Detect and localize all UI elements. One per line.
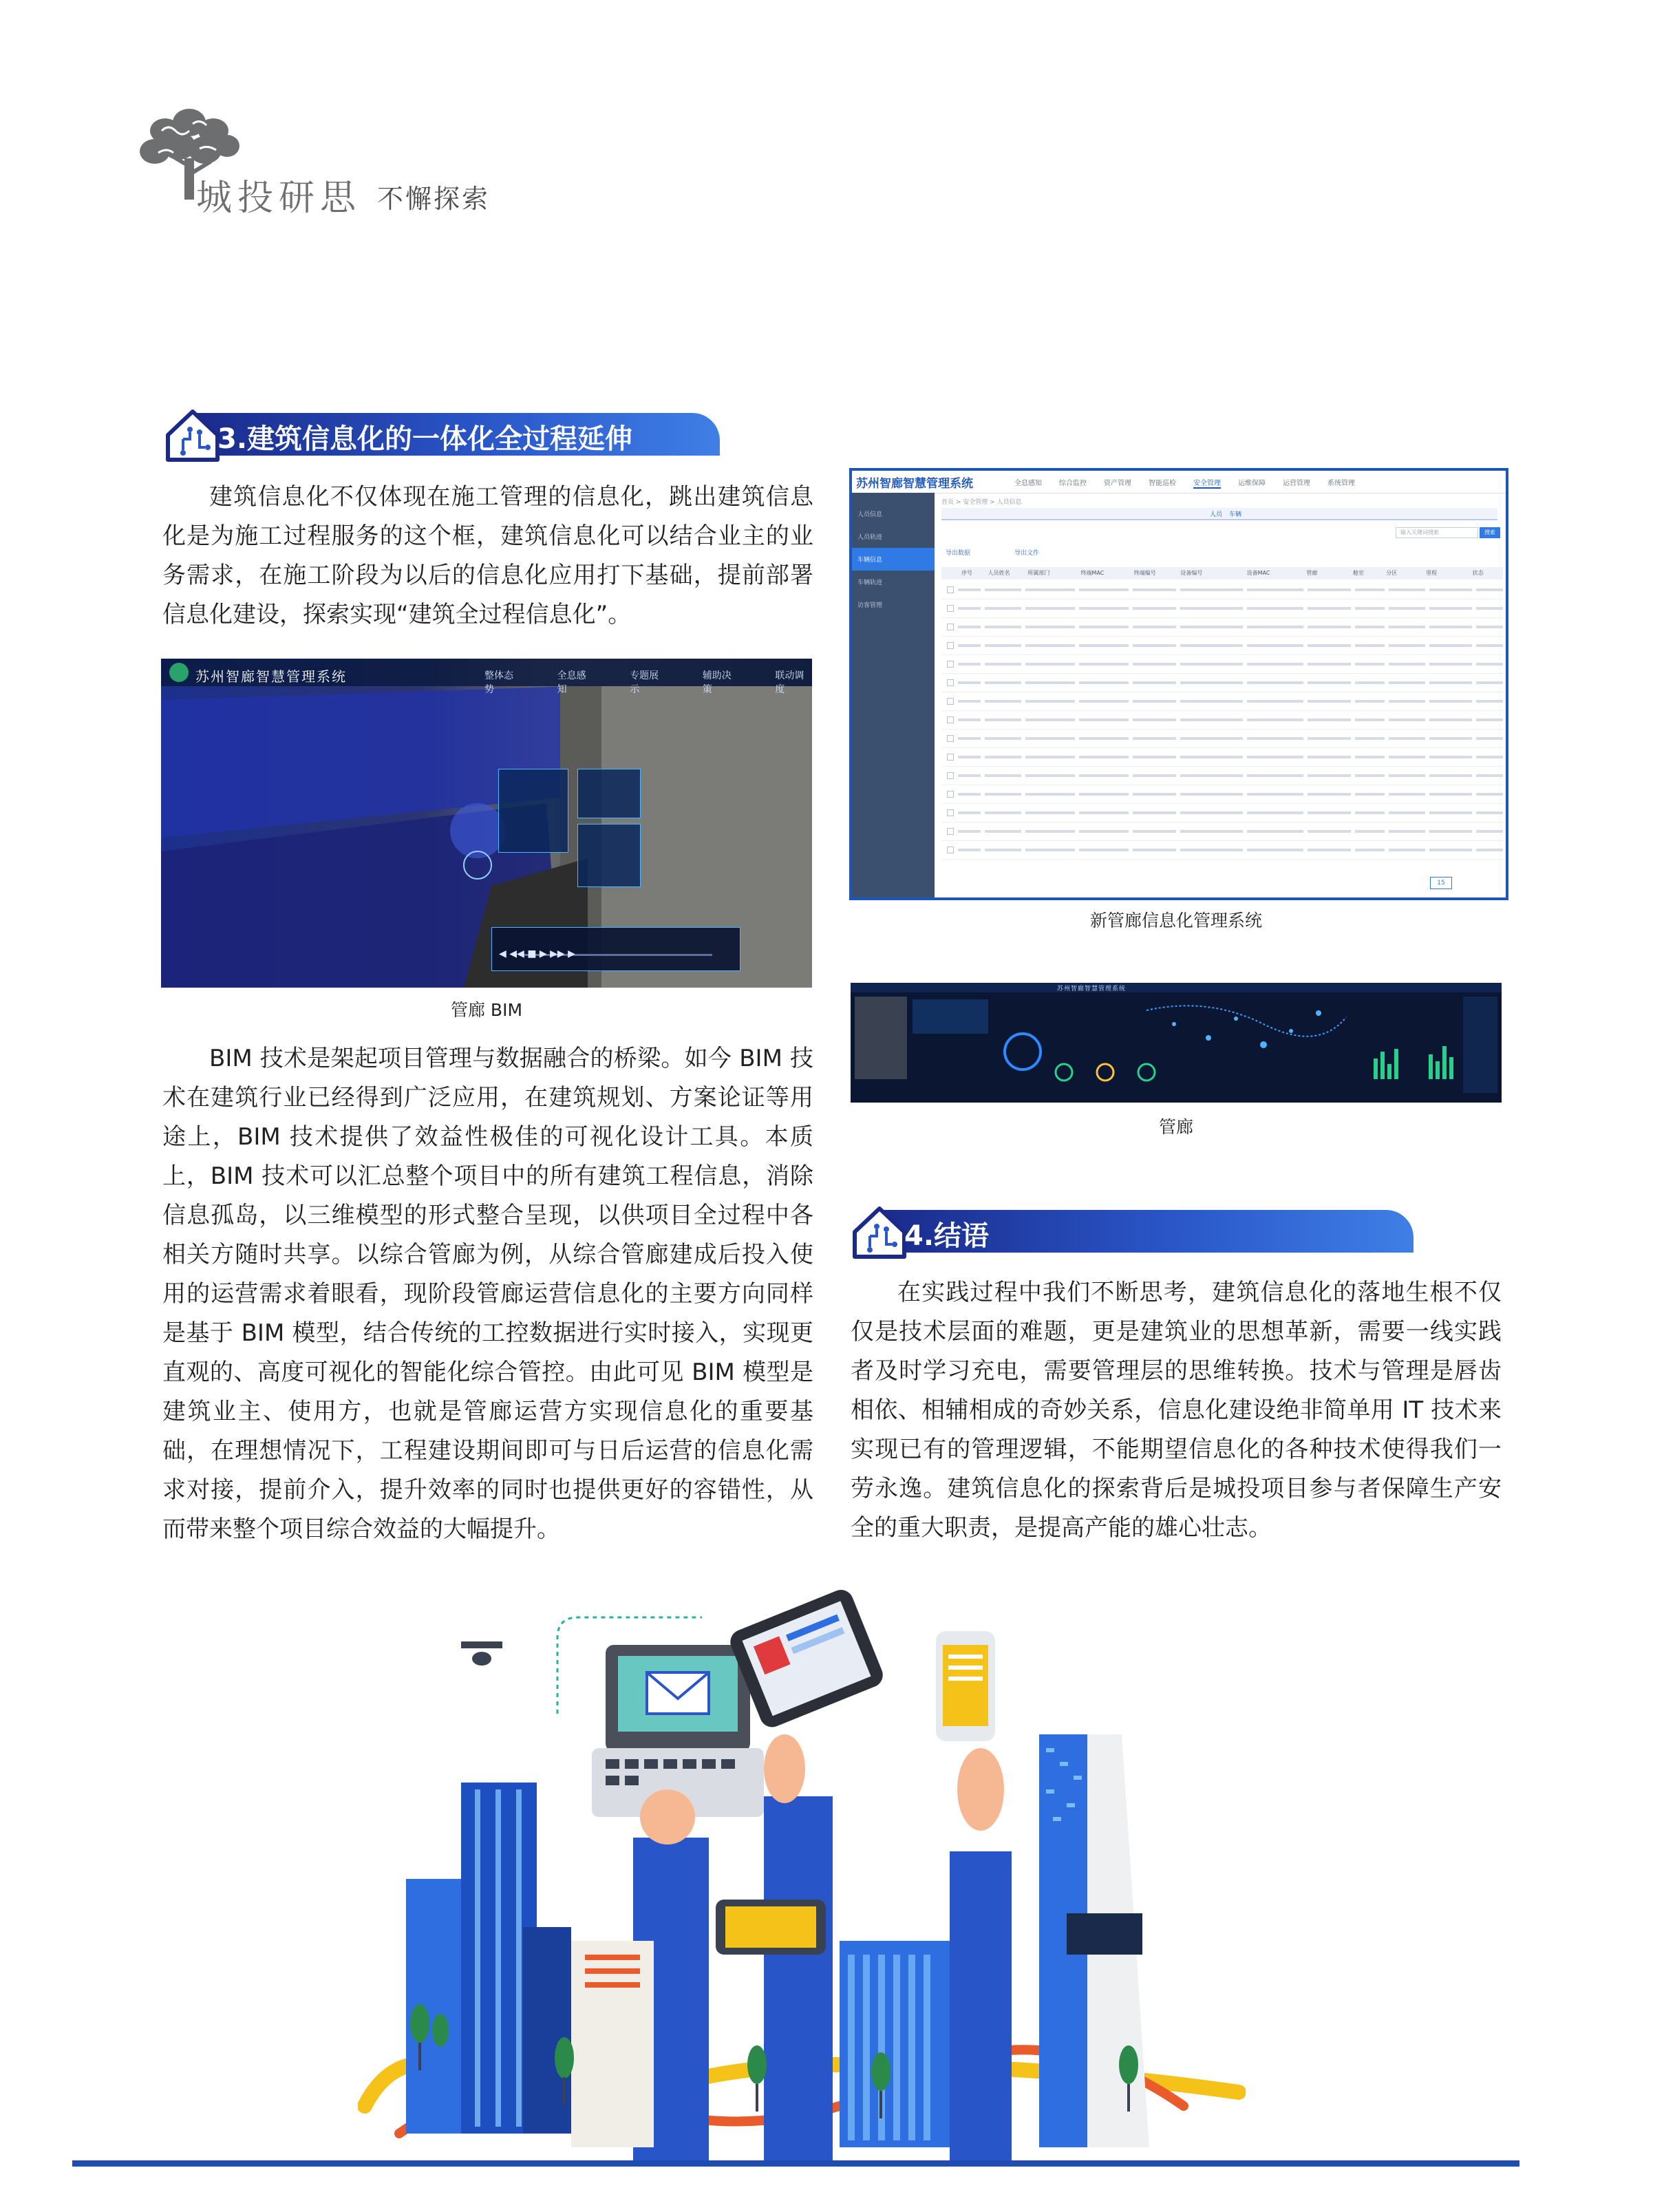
table-cell [1389, 849, 1425, 851]
table-cell [1476, 774, 1503, 777]
table-cell [1429, 849, 1472, 851]
table-cell [1389, 774, 1425, 777]
table-cell [1133, 700, 1175, 703]
mgmt-caption: 新管廊信息化管理系统 [1089, 911, 1262, 930]
table-cell [958, 737, 981, 740]
table-cell [1079, 849, 1129, 851]
bim-nav-item[interactable]: 全息感知 [557, 670, 586, 695]
table-column-header[interactable]: 所属部门 [1027, 570, 1050, 576]
table-cell [1133, 681, 1175, 684]
table-cell [1180, 849, 1244, 851]
table-row[interactable] [941, 637, 1503, 655]
tab-people[interactable]: 人员 [1210, 511, 1223, 518]
table-row[interactable] [941, 767, 1503, 785]
table-cell [1476, 719, 1503, 721]
table-cell [985, 607, 1021, 610]
table-cell [985, 849, 1021, 851]
table-column-header[interactable]: 设备编号 [1180, 570, 1203, 576]
table-cell [1133, 626, 1175, 628]
table-cell [985, 774, 1021, 777]
table-cell [1389, 700, 1425, 703]
table-cell [1025, 774, 1075, 777]
table-cell [1133, 737, 1175, 740]
table-cell [1476, 607, 1503, 610]
table-cell [1476, 849, 1503, 851]
table-cell [1079, 626, 1129, 628]
table-cell [1355, 681, 1385, 684]
mgmt-sidebar-item[interactable]: 人员信息 [857, 511, 883, 518]
table-cell [985, 588, 1021, 591]
table-cell [985, 830, 1021, 833]
table-cell [1247, 737, 1303, 740]
table-cell [1180, 700, 1244, 703]
table-cell [958, 644, 981, 647]
table-cell [1247, 811, 1303, 814]
row-checkbox[interactable] [947, 828, 954, 835]
table-cell [985, 811, 1021, 814]
table-cell [1429, 626, 1472, 628]
table-cell [1308, 626, 1350, 628]
table-cell [1025, 700, 1075, 703]
brand-slogan: 不懈探索 [377, 184, 491, 214]
mgmt-nav-item[interactable]: 安全管理 [1193, 477, 1221, 489]
mgmt-sidebar-item[interactable]: 人员轨迹 [857, 534, 883, 541]
table-cell [1429, 588, 1472, 591]
dashboard-caption: 管廊 [1158, 1117, 1193, 1137]
table-cell [1476, 663, 1503, 666]
table-cell [1308, 793, 1350, 796]
table-cell [1025, 737, 1075, 740]
row-checkbox[interactable] [947, 791, 954, 798]
table-cell [1180, 793, 1244, 796]
table-cell [1389, 737, 1425, 740]
table-cell [1079, 774, 1129, 777]
row-checkbox[interactable] [947, 716, 954, 723]
table-cell [1180, 756, 1244, 758]
table-cell [1429, 681, 1472, 684]
mgmt-topbar [852, 471, 1506, 493]
table-cell [1133, 663, 1175, 666]
table-cell [1355, 663, 1385, 666]
table-cell [985, 663, 1021, 666]
table-cell [1389, 756, 1425, 758]
table-cell [1355, 607, 1385, 610]
bim-nav-item[interactable]: 整体态势 [484, 670, 513, 695]
row-checkbox[interactable] [947, 642, 954, 649]
table-cell [1308, 719, 1350, 721]
table-cell [1476, 626, 1503, 628]
table-cell [1355, 830, 1385, 833]
table-column-header[interactable]: 状态 [1472, 570, 1484, 576]
table-cell [985, 626, 1021, 628]
table-row[interactable] [941, 711, 1503, 730]
table-column-header[interactable]: 序号 [961, 570, 972, 576]
table-cell [1476, 793, 1503, 796]
table-cell [1079, 607, 1129, 610]
bottom-divider [72, 2160, 1519, 2167]
data-table [941, 581, 1503, 860]
table-cell [1079, 700, 1129, 703]
playback-control-panel[interactable] [491, 927, 740, 971]
table-cell [1079, 719, 1129, 721]
table-cell [1180, 663, 1244, 666]
mgmt-tabbar [941, 508, 1497, 520]
table-cell [1180, 737, 1244, 740]
table-cell [1389, 588, 1425, 591]
tab-vehicles[interactable]: 车辆 [1229, 511, 1242, 518]
table-cell [1025, 830, 1075, 833]
table-cell [1079, 644, 1129, 647]
table-cell [1180, 774, 1244, 777]
table-cell [1180, 588, 1244, 591]
section4-heading-text: 4.结语 [904, 1220, 990, 1252]
dashboard-title: 苏州智廊智慧管理系统 [1057, 986, 1127, 992]
table-row[interactable] [941, 599, 1503, 618]
table-cell [985, 681, 1021, 684]
table-cell [1308, 811, 1350, 814]
row-checkbox[interactable] [947, 772, 954, 779]
table-row[interactable] [941, 804, 1503, 822]
row-checkbox[interactable] [947, 847, 954, 853]
table-cell [1389, 811, 1425, 814]
row-checkbox[interactable] [947, 605, 954, 612]
table-cell [1133, 756, 1175, 758]
table-cell [1247, 756, 1303, 758]
table-cell [958, 849, 981, 851]
table-cell [1247, 626, 1303, 628]
row-checkbox[interactable] [947, 754, 954, 761]
table-cell [958, 719, 981, 721]
table-cell [1247, 793, 1303, 796]
export-data-button[interactable]: 导出数据 [946, 550, 971, 557]
table-cell [1180, 719, 1244, 721]
table-cell [1133, 811, 1175, 814]
table-cell [1308, 663, 1350, 666]
table-cell [1429, 700, 1472, 703]
table-row[interactable] [941, 785, 1503, 804]
dashboard-screenshot [851, 983, 1502, 1103]
table-cell [1476, 644, 1503, 647]
table-cell [1133, 644, 1175, 647]
table-cell [1025, 681, 1075, 684]
brand-title: 城投研思 [196, 178, 362, 219]
table-cell [958, 588, 981, 591]
table-cell [958, 793, 981, 796]
table-cell [1389, 681, 1425, 684]
row-checkbox[interactable] [947, 586, 954, 593]
table-cell [1079, 793, 1129, 796]
table-cell [958, 681, 981, 684]
page-size-select[interactable]: 15 [1430, 877, 1452, 889]
system-logo-icon [169, 663, 189, 682]
table-cell [1355, 700, 1385, 703]
table-row[interactable] [941, 618, 1503, 637]
table-cell [1389, 626, 1425, 628]
table-row[interactable] [941, 822, 1503, 841]
table-cell [958, 607, 981, 610]
row-checkbox[interactable] [947, 679, 954, 686]
table-header [941, 567, 1503, 579]
table-cell [1180, 644, 1244, 647]
table-cell [1079, 588, 1129, 591]
playback-buttons-icon[interactable]: ◀ ◀◀ ■ ▶ ▶▶ ▶ [499, 948, 575, 959]
table-cell [1247, 588, 1303, 591]
table-cell [985, 793, 1021, 796]
table-cell [1025, 588, 1075, 591]
table-cell [1247, 774, 1303, 777]
table-cell [958, 700, 981, 703]
table-row[interactable] [941, 748, 1503, 767]
table-cell [1133, 793, 1175, 796]
mgmt-nav-item[interactable]: 智能巡检 [1149, 480, 1176, 487]
section3-paragraph-2: BIM 技术是架起项目管理与数据融合的桥梁。如今 BIM 技术在建筑行业已经得到广泛应用，在建筑规划、方案论证等用途上，BIM 技术提供了效益性极佳的可视化设计工具。本质上，BIM 技术可以汇总整个项目中的所有建筑工程信息，消除信息孤岛，以三维模型的形式整合呈现，以供项目全过程中各相关方随时共享。以综合管廊为例，从综合管廊建成后投入使用的运营需求着眼看，现阶段管廊运营信息化的主要方向同样是基于 BIM 模型，结合传统的工控数据进行实时接入，实现更直观的、高度可视化的智能化综合管控。由此可见 BIM 模型是建筑业主、使用方，也就是管廊运营方实现信息化的重要基础，在理想情况下，工程建设期间即可与日后运营的信息化需求对接，提前介入，提升效率的同时也提供更好的容错性，从而带来整个项目综合效益的大幅提升。 [162, 1045, 813, 1543]
table-cell [1355, 719, 1385, 721]
table-column-header[interactable]: 里程 [1426, 570, 1438, 576]
table-cell [1079, 756, 1129, 758]
table-cell [1355, 588, 1385, 591]
table-cell [1389, 793, 1425, 796]
table-cell [1247, 830, 1303, 833]
bim-caption: 管廊 BIM [450, 1000, 523, 1020]
table-cell [1476, 830, 1503, 833]
mgmt-nav-item[interactable]: 全息感知 [1014, 480, 1042, 487]
bim-nav [484, 668, 812, 696]
mgmt-sidebar-item[interactable]: 访客管理 [857, 602, 883, 609]
row-checkbox[interactable] [947, 735, 954, 742]
info-panel [577, 769, 641, 818]
table-cell [1429, 793, 1472, 796]
search-input[interactable]: 输入关键词搜索 [1396, 527, 1478, 538]
table-cell [1025, 793, 1075, 796]
bim-system-title: 苏州智廊智慧管理系统 [195, 668, 347, 685]
mgmt-sidebar-item[interactable]: 车辆轨迹 [857, 579, 883, 586]
table-cell [1476, 681, 1503, 684]
table-cell [1079, 663, 1129, 666]
table-cell [958, 830, 981, 833]
table-cell [1025, 663, 1075, 666]
table-cell [1133, 849, 1175, 851]
table-cell [985, 756, 1021, 758]
table-cell [1389, 830, 1425, 833]
table-cell [1247, 681, 1303, 684]
table-cell [985, 644, 1021, 647]
table-cell [985, 737, 1021, 740]
table-row[interactable] [941, 674, 1503, 692]
table-cell [1025, 626, 1075, 628]
breadcrumb: 首页 > 安全管理 > 人员信息 [941, 499, 1022, 506]
section4-paragraph: 在实践过程中我们不断思考，建筑信息化的落地生根不仅仅是技术层面的难题，更是建筑业的思想革新，需要一线实践者及时学习充电，需要管理层的思维转换。技术与管理是唇齿相依、相辅相成的奇妙关系，信息化建设绝非简单用 IT 技术来实现已有的管理逻辑，不能期望信息化的各种技术使得我们一劳永逸。建筑信息化的探索背后是城投项目参与者保障生产安全的重大职责，是提高产能的雄心壮志。 [851, 1279, 1502, 1542]
table-cell [1133, 830, 1175, 833]
table-cell [1429, 719, 1472, 721]
table-cell [1133, 774, 1175, 777]
table-cell [1133, 607, 1175, 610]
table-column-header[interactable]: 分区 [1386, 570, 1398, 576]
table-cell [1308, 830, 1350, 833]
table-column-header[interactable]: 设备MAC [1246, 570, 1270, 576]
table-cell [1079, 811, 1129, 814]
table-cell [1025, 607, 1075, 610]
table-cell [1180, 830, 1244, 833]
table-cell [1180, 607, 1244, 610]
table-column-header[interactable]: 终端MAC [1080, 570, 1105, 576]
table-cell [1355, 774, 1385, 777]
table-cell [1308, 681, 1350, 684]
export-file-button[interactable]: 导出文件 [1014, 550, 1040, 557]
table-cell [1025, 719, 1075, 721]
table-cell [1308, 607, 1350, 610]
table-column-header[interactable]: 管廊 [1306, 570, 1318, 576]
table-cell [1476, 737, 1503, 740]
table-cell [1133, 588, 1175, 591]
table-row[interactable] [941, 581, 1503, 599]
table-cell [1247, 663, 1303, 666]
table-cell [1429, 644, 1472, 647]
table-cell [1429, 756, 1472, 758]
bim-nav-item[interactable]: 辅助决策 [702, 670, 732, 695]
bim-nav-item[interactable]: 专题展示 [630, 670, 659, 695]
table-cell [958, 811, 981, 814]
table-cell [1355, 756, 1385, 758]
mgmt-nav-item[interactable]: 系统管理 [1327, 480, 1355, 487]
table-cell [958, 663, 981, 666]
smart-city-illustration [358, 1583, 1246, 2161]
mgmt-sidebar [852, 493, 935, 897]
table-cell [1308, 644, 1350, 647]
table-cell [1355, 626, 1385, 628]
mgmt-sidebar-item[interactable]: 车辆信息 [852, 548, 935, 571]
table-cell [1133, 719, 1175, 721]
table-cell [1308, 700, 1350, 703]
table-cell [1476, 811, 1503, 814]
table-column-header[interactable]: 终端编号 [1133, 570, 1156, 576]
table-cell [1308, 737, 1350, 740]
mgmt-nav-item[interactable]: 运维保障 [1238, 480, 1266, 487]
table-cell [1429, 830, 1472, 833]
info-panel [498, 769, 568, 853]
table-cell [1247, 849, 1303, 851]
table-cell [1389, 607, 1425, 610]
table-cell [1429, 774, 1472, 777]
section3-heading [162, 407, 720, 456]
table-cell [1355, 793, 1385, 796]
table-cell [958, 626, 981, 628]
bim-screenshot [161, 659, 812, 988]
table-cell [1389, 719, 1425, 721]
table-cell [958, 774, 981, 777]
table-cell [1429, 737, 1472, 740]
table-cell [985, 719, 1021, 721]
mgmt-nav-item[interactable]: 资产管理 [1104, 480, 1131, 487]
table-cell [1429, 607, 1472, 610]
mgmt-nav [1014, 477, 1355, 489]
section4-heading [849, 1204, 1414, 1253]
table-cell [1079, 830, 1129, 833]
table-cell [1476, 588, 1503, 591]
mgmt-system-title: 苏州智廊智慧管理系统 [856, 477, 973, 491]
table-cell [1308, 849, 1350, 851]
table-cell [1180, 681, 1244, 684]
mgmt-nav-item[interactable]: 运营管理 [1283, 480, 1310, 487]
table-cell [1355, 737, 1385, 740]
mgmt-nav-item[interactable]: 综合监控 [1059, 480, 1087, 487]
section3-paragraph-1: 建筑信息化不仅体现在施工管理的信息化，跳出建筑信息化是为施工过程服务的这个框，建筑信息化可以结合业主的业务需求，在施工阶段为以后的信息化应用打下基础，提前部署信息化建设，探索实现“建筑全过程信息化”。 [162, 483, 813, 628]
table-cell [985, 700, 1021, 703]
table-cell [958, 756, 981, 758]
search-button[interactable]: 搜索 [1480, 527, 1500, 538]
table-cell [1308, 774, 1350, 777]
table-cell [1389, 644, 1425, 647]
table-row[interactable] [941, 655, 1503, 674]
table-cell [1247, 700, 1303, 703]
table-row[interactable] [941, 692, 1503, 711]
table-cell [1429, 811, 1472, 814]
table-cell [1180, 626, 1244, 628]
table-cell [1308, 756, 1350, 758]
section3-heading-text: 3.建筑信息化的一体化全过程延伸 [217, 423, 633, 455]
row-checkbox[interactable] [947, 624, 954, 630]
table-cell [1429, 663, 1472, 666]
table-cell [1025, 644, 1075, 647]
table-cell [1247, 719, 1303, 721]
table-row[interactable] [941, 841, 1503, 860]
table-row[interactable] [941, 730, 1503, 748]
table-cell [1247, 644, 1303, 647]
table-cell [1025, 849, 1075, 851]
table-cell [1355, 849, 1385, 851]
table-cell [1308, 588, 1350, 591]
table-cell [1389, 663, 1425, 666]
table-cell [1476, 700, 1503, 703]
row-checkbox[interactable] [947, 698, 954, 705]
bim-nav-item[interactable]: 联动调度 [775, 670, 804, 695]
table-cell [1079, 681, 1129, 684]
table-cell [1079, 737, 1129, 740]
row-checkbox[interactable] [947, 661, 954, 668]
table-cell [1476, 756, 1503, 758]
info-panel [577, 824, 641, 887]
table-cell [1025, 756, 1075, 758]
table-cell [1025, 811, 1075, 814]
table-column-header[interactable]: 舱室 [1353, 570, 1364, 576]
row-checkbox[interactable] [947, 809, 954, 816]
management-system-screenshot [849, 468, 1508, 900]
table-cell [1355, 811, 1385, 814]
table-column-header[interactable]: 人员姓名 [988, 570, 1010, 576]
table-cell [1355, 644, 1385, 647]
table-cell [1180, 811, 1244, 814]
table-cell [1247, 607, 1303, 610]
